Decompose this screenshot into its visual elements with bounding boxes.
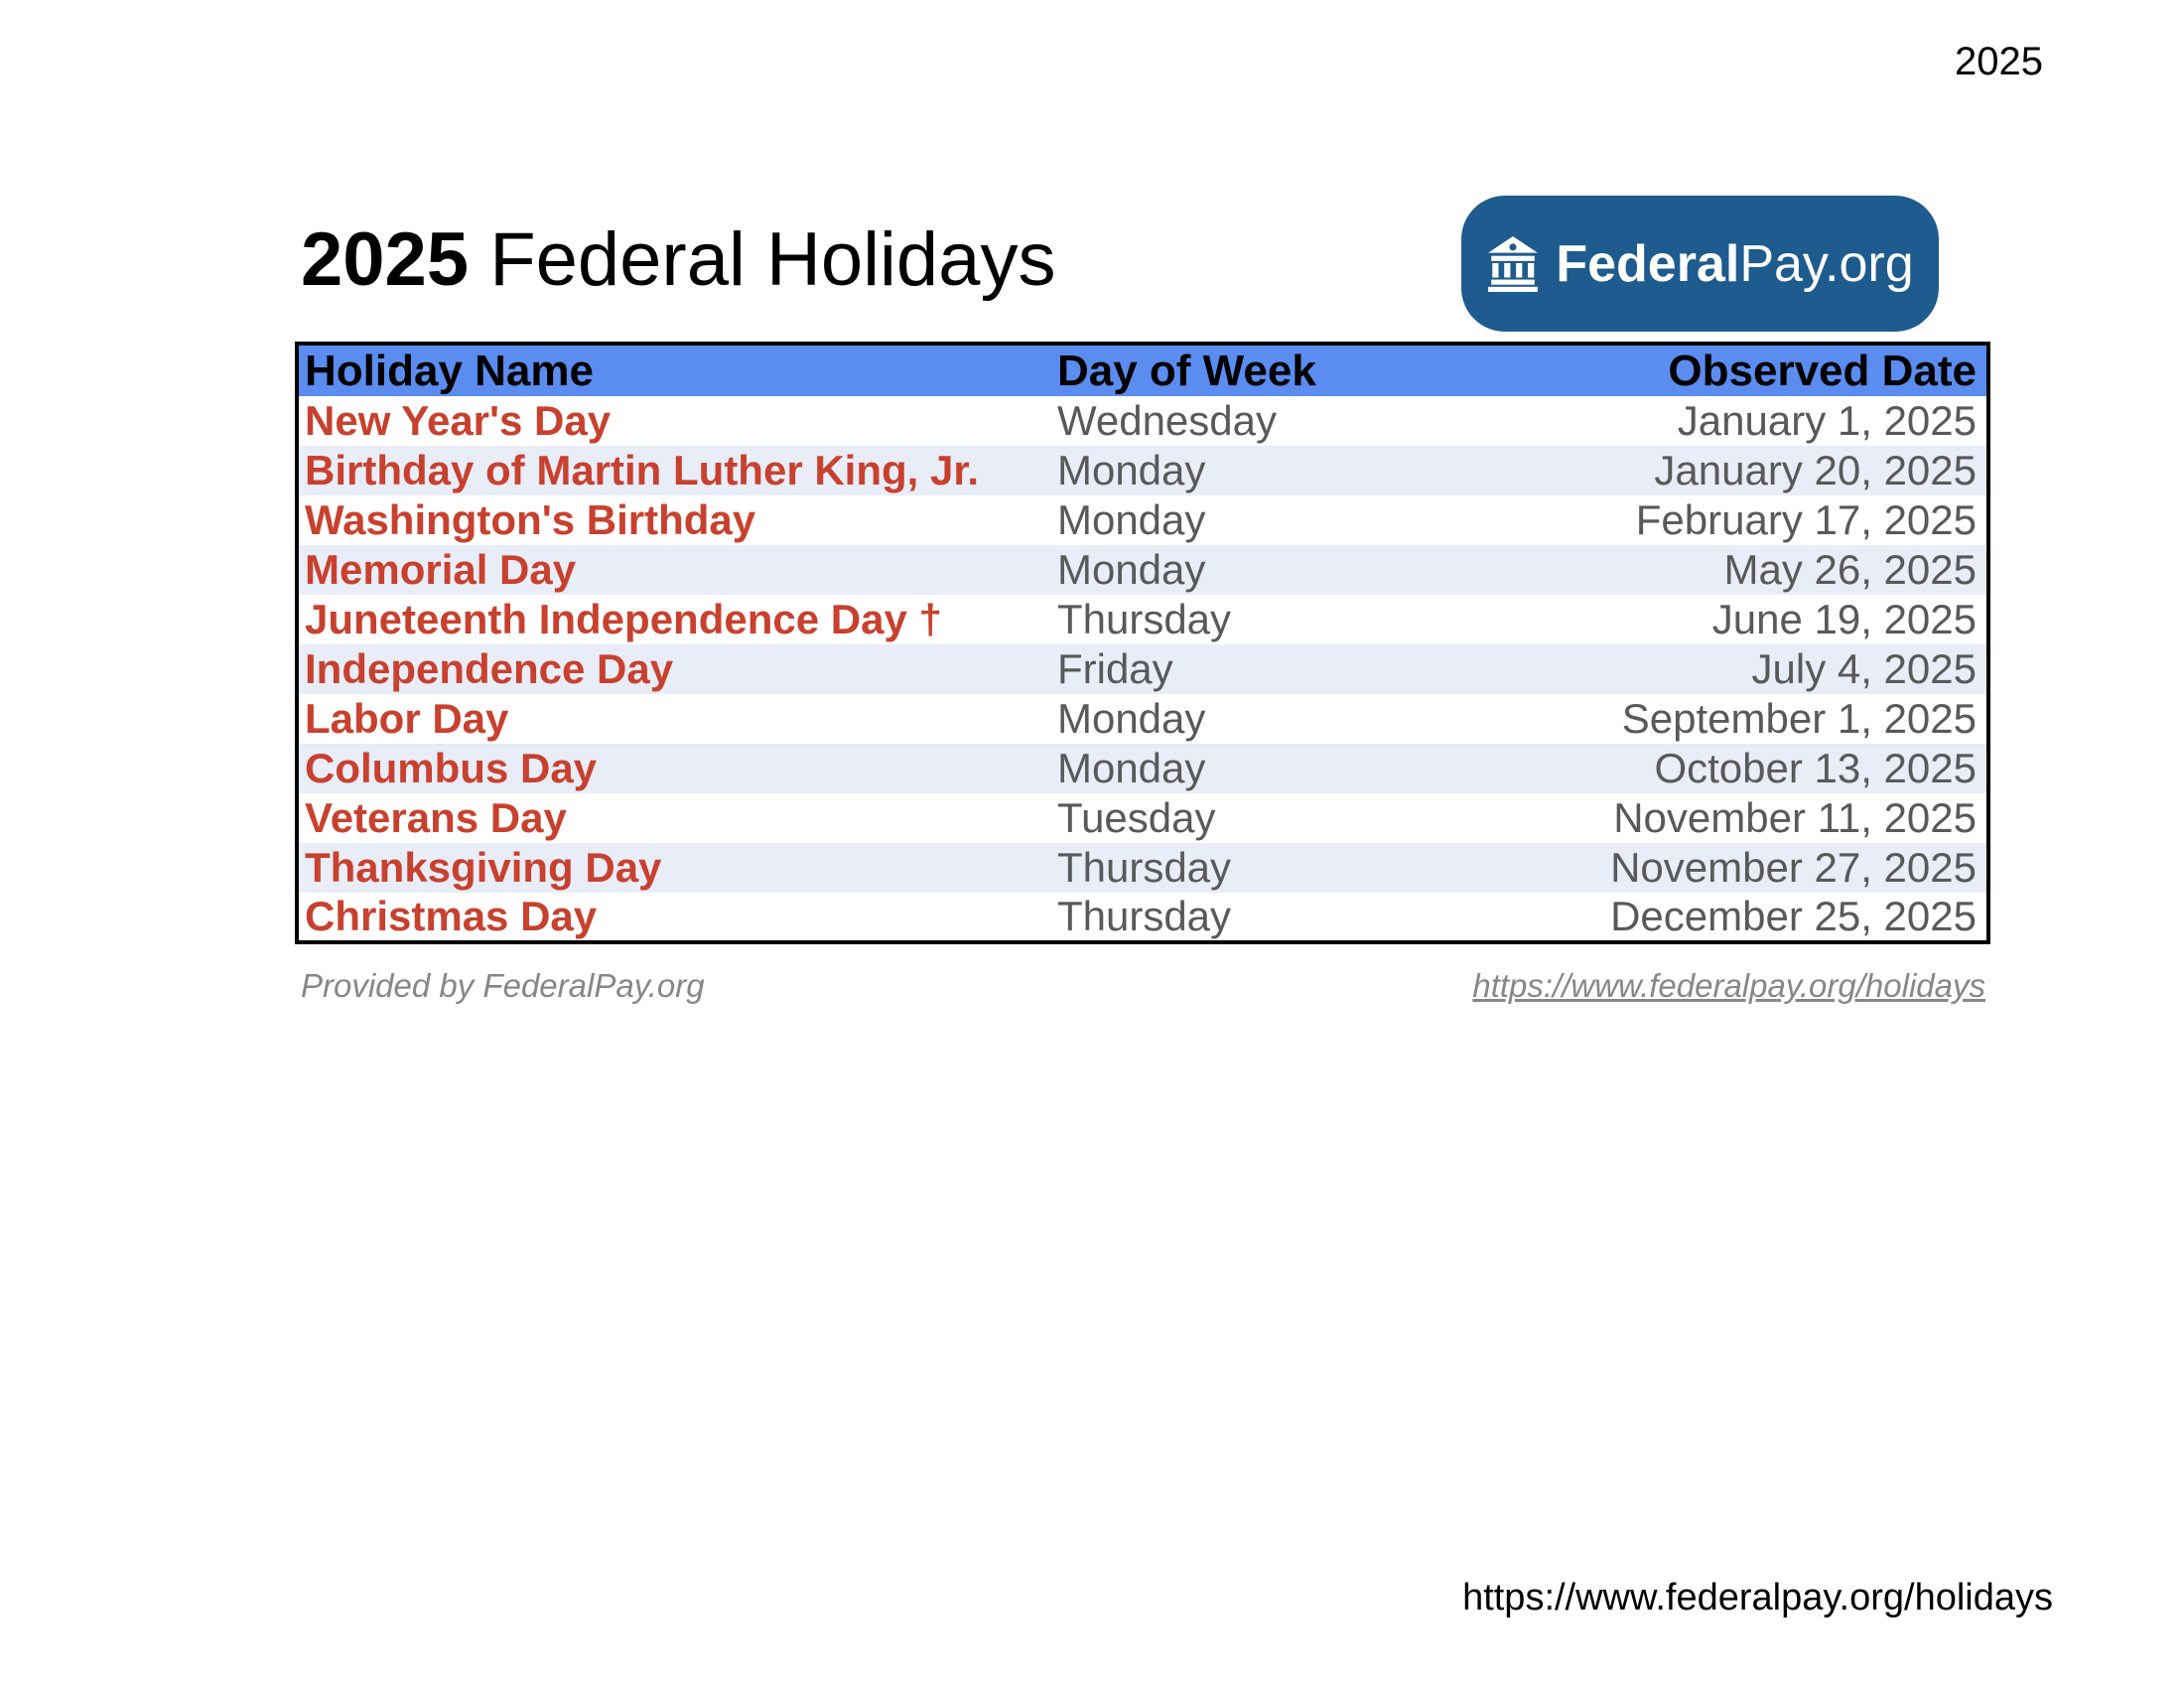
holiday-name-cell: Independence Day xyxy=(305,645,674,692)
bank-icon xyxy=(1486,236,1540,292)
holiday-name-cell: Columbus Day xyxy=(305,745,598,791)
table-row xyxy=(297,893,1988,942)
table-row xyxy=(297,446,1988,495)
table-header-row xyxy=(297,344,1988,396)
logo-wordmark xyxy=(1556,234,1913,294)
holiday-name-cell: Christmas Day xyxy=(305,893,598,939)
day-of-week-cell: Monday xyxy=(1056,695,1206,742)
column-header-day-of-week: Day of Week xyxy=(1051,344,1515,396)
observed-date-cell: May 26, 2025 xyxy=(1723,546,1977,593)
day-of-week-cell: Thursday xyxy=(1056,844,1232,891)
holiday-name-cell: Washington's Birthday xyxy=(305,496,756,543)
day-of-week-cell: Thursday xyxy=(1056,893,1232,939)
logo-wordmark-bold: Federal xyxy=(1556,234,1740,293)
page-year-label: 2025 xyxy=(1955,40,2043,83)
federalpay-logo xyxy=(1461,196,1939,332)
table-row xyxy=(297,644,1988,694)
holiday-name-cell: Labor Day xyxy=(305,695,509,742)
observed-date-cell: January 20, 2025 xyxy=(1654,447,1977,493)
table-row xyxy=(297,495,1988,545)
observed-date-cell: February 17, 2025 xyxy=(1635,496,1977,543)
observed-date-cell: September 1, 2025 xyxy=(1621,695,1977,742)
provided-by-text: Provided by FederalPay.org xyxy=(301,967,705,1004)
holiday-table xyxy=(295,342,1990,944)
bottom-url-text: https://www.federalpay.org/holidays xyxy=(1462,1577,2053,1618)
day-of-week-cell: Monday xyxy=(1056,546,1206,593)
table-row xyxy=(297,793,1988,843)
holiday-table-body xyxy=(297,396,1988,942)
day-of-week-cell: Friday xyxy=(1056,645,1173,692)
day-of-week-cell: Wednesday xyxy=(1056,397,1278,444)
holiday-name-cell: Memorial Day xyxy=(305,546,577,593)
footer-holidays-link[interactable]: https://www.federalpay.org/holidays xyxy=(1472,967,1985,1004)
logo-wordmark-rest: Pay.org xyxy=(1739,234,1914,293)
holiday-name-cell: Juneteenth Independence Day † xyxy=(305,596,942,642)
table-row xyxy=(297,744,1988,793)
title-rest: Federal Holidays xyxy=(469,217,1056,302)
observed-date-cell: January 1, 2025 xyxy=(1677,397,1977,444)
table-row xyxy=(297,396,1988,446)
holiday-name-cell: Thanksgiving Day xyxy=(305,844,662,891)
page-title xyxy=(301,216,1055,303)
holiday-name-cell: Veterans Day xyxy=(305,794,567,841)
table-row xyxy=(297,595,1988,644)
day-of-week-cell: Thursday xyxy=(1056,596,1232,642)
day-of-week-cell: Monday xyxy=(1056,745,1206,791)
observed-date-cell: November 11, 2025 xyxy=(1613,794,1977,841)
table-row xyxy=(297,694,1988,744)
column-header-holiday-name: Holiday Name xyxy=(297,344,1051,396)
observed-date-cell: July 4, 2025 xyxy=(1751,645,1977,692)
day-of-week-cell: Tuesday xyxy=(1056,794,1216,841)
day-of-week-cell: Monday xyxy=(1056,447,1206,493)
holiday-name-cell: New Year's Day xyxy=(305,397,612,444)
title-year: 2025 xyxy=(301,217,470,302)
table-row xyxy=(297,545,1988,595)
observed-date-cell: June 19, 2025 xyxy=(1711,596,1977,642)
observed-date-cell: December 25, 2025 xyxy=(1610,893,1977,939)
column-header-observed-date: Observed Date xyxy=(1515,344,1988,396)
observed-date-cell: November 27, 2025 xyxy=(1610,844,1977,891)
holiday-name-cell: Birthday of Martin Luther King, Jr. xyxy=(305,447,980,493)
observed-date-cell: October 13, 2025 xyxy=(1654,745,1977,791)
day-of-week-cell: Monday xyxy=(1056,496,1206,543)
table-row xyxy=(297,843,1988,893)
